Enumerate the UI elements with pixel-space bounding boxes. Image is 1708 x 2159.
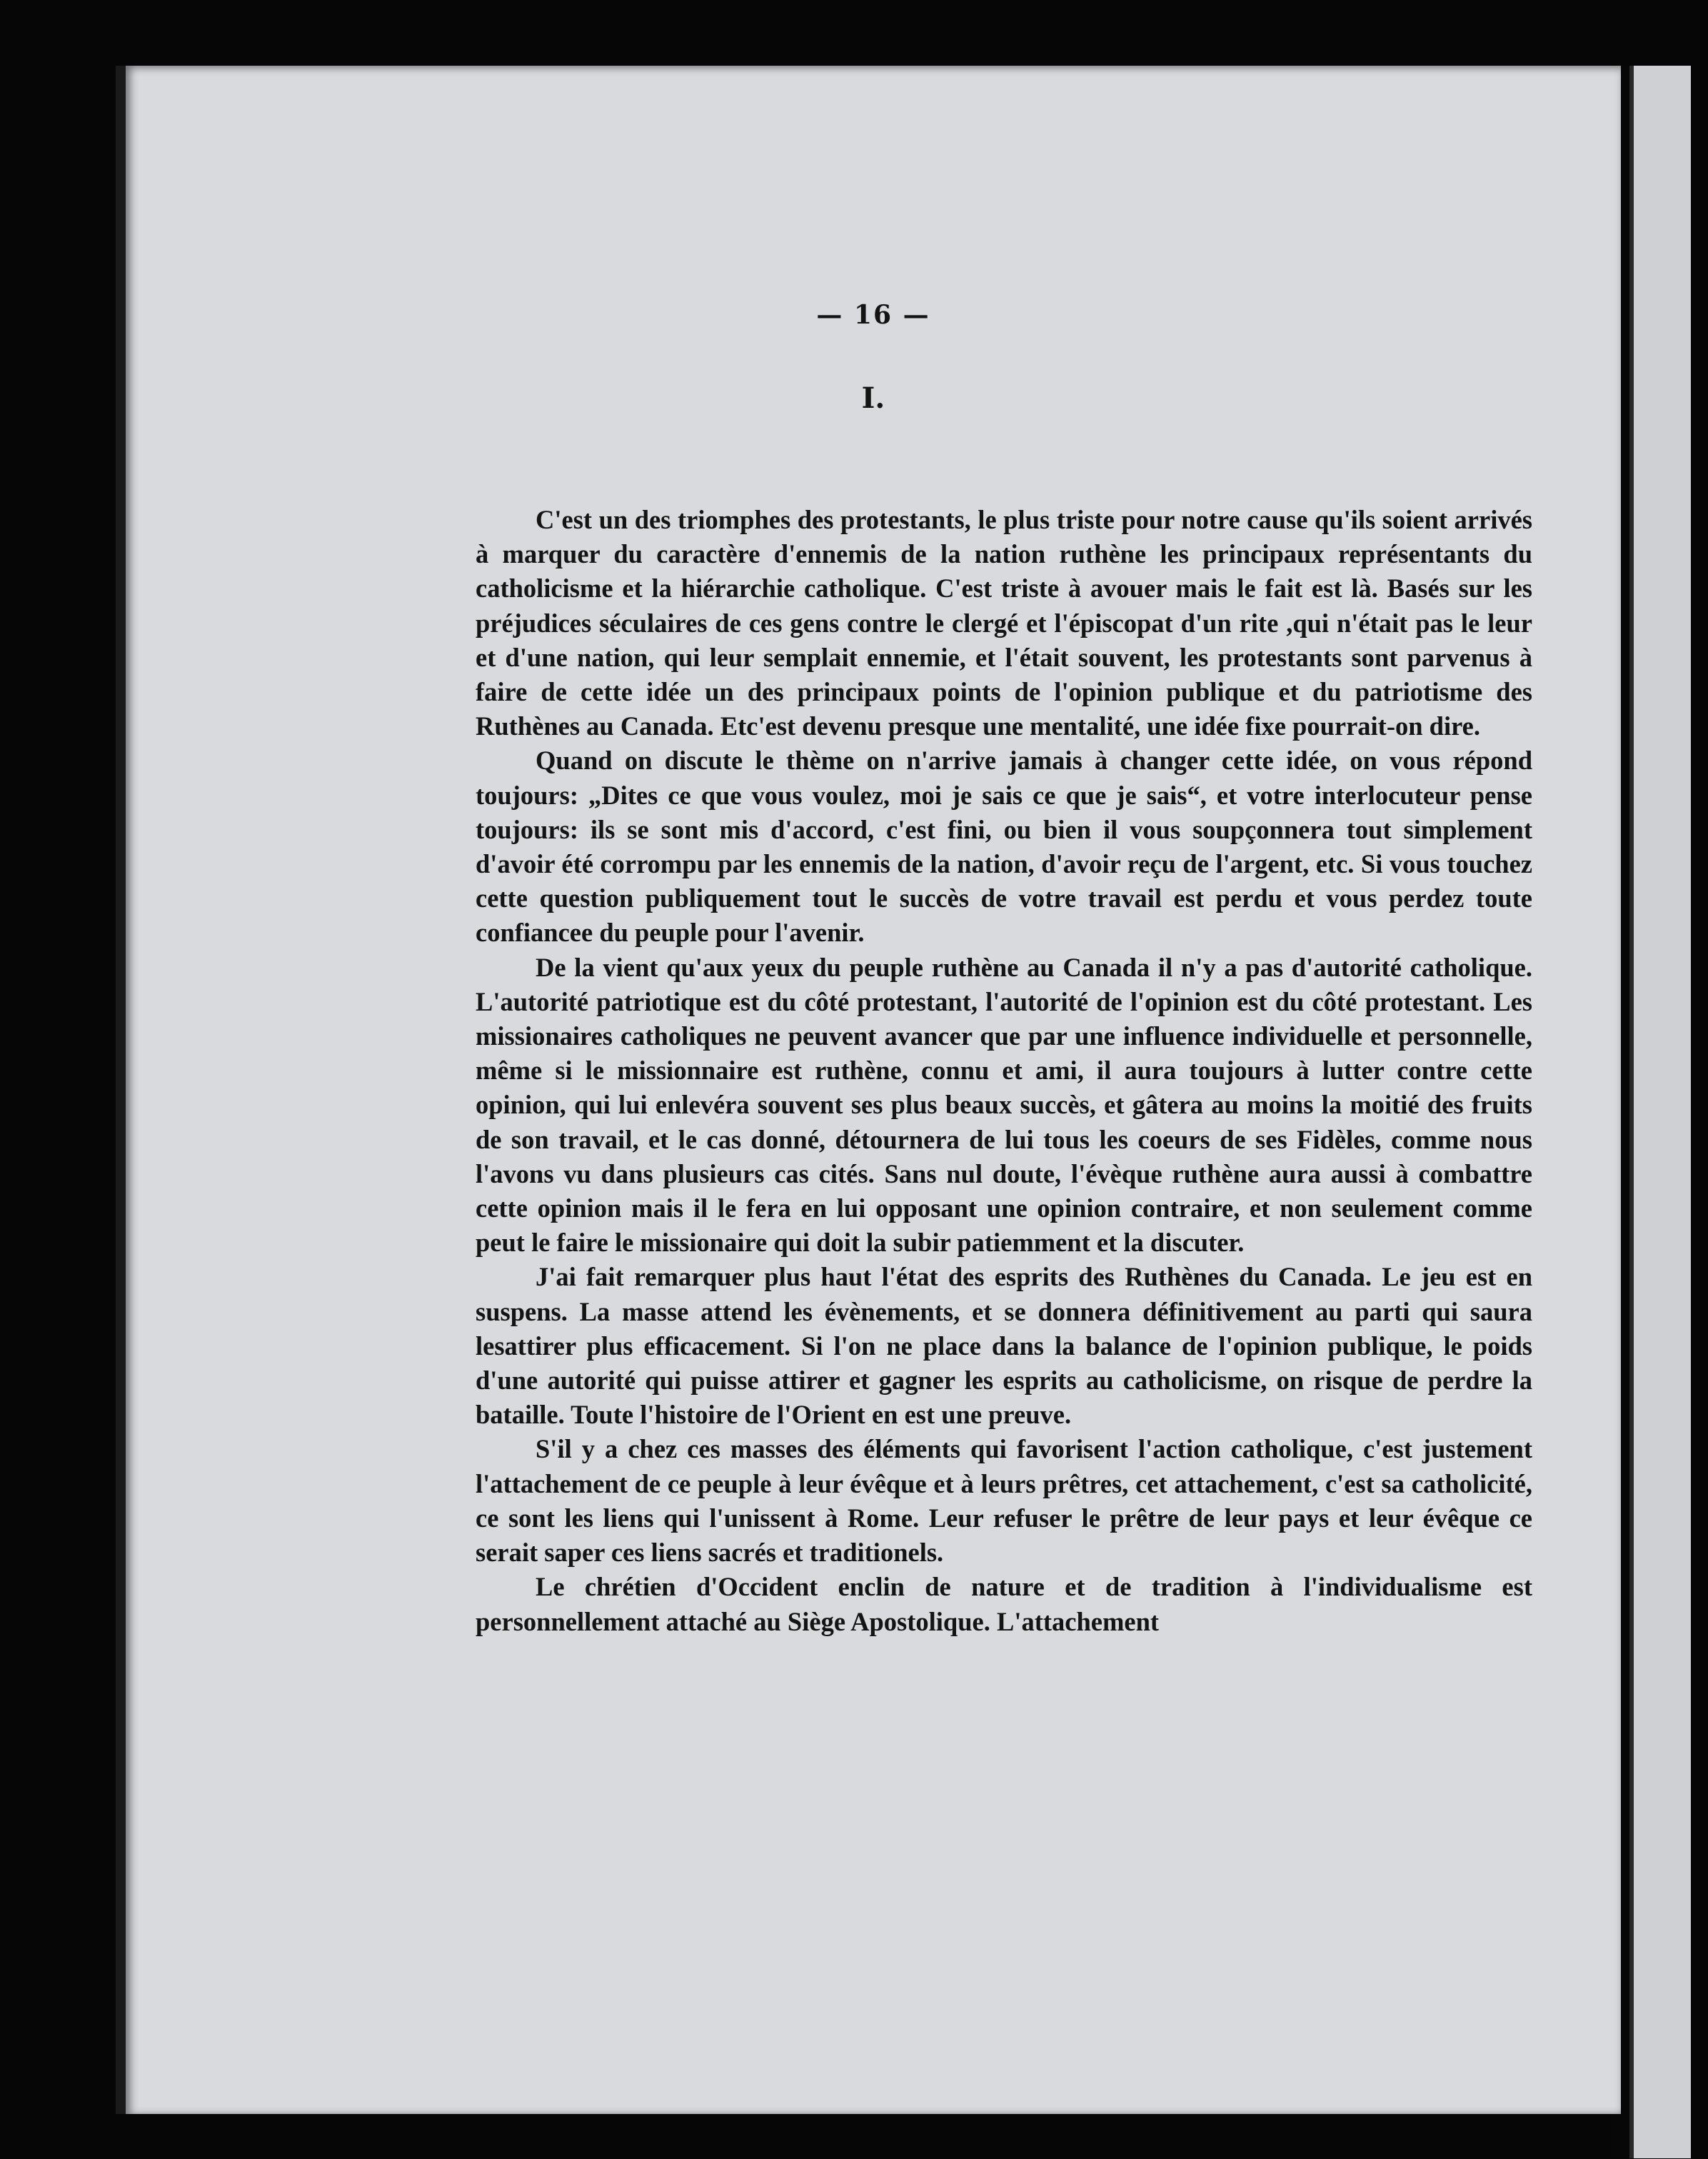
paragraph: Quand on discute le thème on n'arrive jamais à changer cette idée, on vous répond toujours: „Dites ce que vous voulez, moi je sais ce que je sais“, et votre interlocuteur pense toujours: ils se sont mis d'accord, c'est fini, ou bien il vous soupçonnera tout simplement d'avoir été corrompu par les ennemis de la nation, d'avoir reçu de l'argent, etc. Si vous touchez cette question publiquement tout le succès de votre travail est perdu et vous perdez toute confiancee du peuple pour l'avenir. — [476, 746, 1532, 948]
paragraph: Le chrétien d'Occident enclin de nature et de tradition à l'individualisme est personnellement attaché au Siège Apostolique. L'attachement — [476, 1572, 1532, 1636]
paragraph: De la vient qu'aux yeux du peuple ruthène au Canada il n'y a pas d'autorité catholique. L'autorité patriotique est du côté protestant, l'autorité de l'opinion est du côté protestant. Les missionaires catholiques ne peuvent avancer que par une influence individuelle et personnelle, même si le missionnaire est ruthène, connu et ami, il aura toujours à lutter contre cette opinion, qui lui enlevéra souvent ses plus beaux succès, et gâtera au moins la moitié des fruits de son travail, et le cas donné, détournera de lui tous les coeurs de ses Fidèles, comme nous l'avons vu dans plusieurs cas cités. Sans nul doute, l'évèque ruthène aura aussi à combattre cette opinion mais il le fera en lui opposant une opinion contraire, et non seulement comme peut le faire le missionaire qui doit la subir patiemment et la discuter. — [476, 952, 1532, 1258]
adjacent-page-edge — [1629, 66, 1691, 2158]
section-heading: I. — [861, 381, 885, 415]
body-text — [476, 503, 1532, 1639]
paragraph: S'il y a chez ces masses des éléments qui favorisent l'action catholique, c'est justement l'attachement de ce peuple à leur évêque et à leurs prêtres, cet attachement, c'est sa catholicité, ce sont les liens qui l'unissent à Rome. Leur refuser le prêtre de leur pays et leur évêque ce serait saper ces liens sacrés et traditionels. — [476, 1434, 1532, 1568]
paragraph: C'est un des triomphes des protestants, le plus triste pour notre cause qu'ils soient arrivés à marquer du caractère d'ennemis de la nation ruthène les principaux représentants du catholicisme et la hiérarchie catholique. C'est triste à avouer mais le fait est là. Basés sur les préjudices séculaires de ces gens contre le clergé et l'épiscopat d'un rite ,qui n'était pas le leur et d'une nation, qui leur semplait ennemie, et l'était souvent, les protestants sont parvenus à faire de cette idée un des principaux points de l'opinion publique et du patriotisme des Ruthènes au Canada. Etc'est devenu presque une mentalité, une idée fixe pourrait-on dire. — [476, 505, 1532, 741]
book-page — [116, 66, 1621, 2114]
page-number: — 16 — — [816, 300, 930, 330]
paragraph: J'ai fait remarquer plus haut l'état des esprits des Ruthènes du Canada. Le jeu est en suspens. La masse attend les évènements, et se donnera définitivement au parti qui saura lesattirer plus efficacement. Si l'on ne place dans la balance de l'opinion publique, le poids d'une autorité qui puisse attirer et gagner les esprits au catholicisme, on risque de perdre la bataille. Toute l'histoire de l'Orient en est une preuve. — [476, 1262, 1532, 1430]
